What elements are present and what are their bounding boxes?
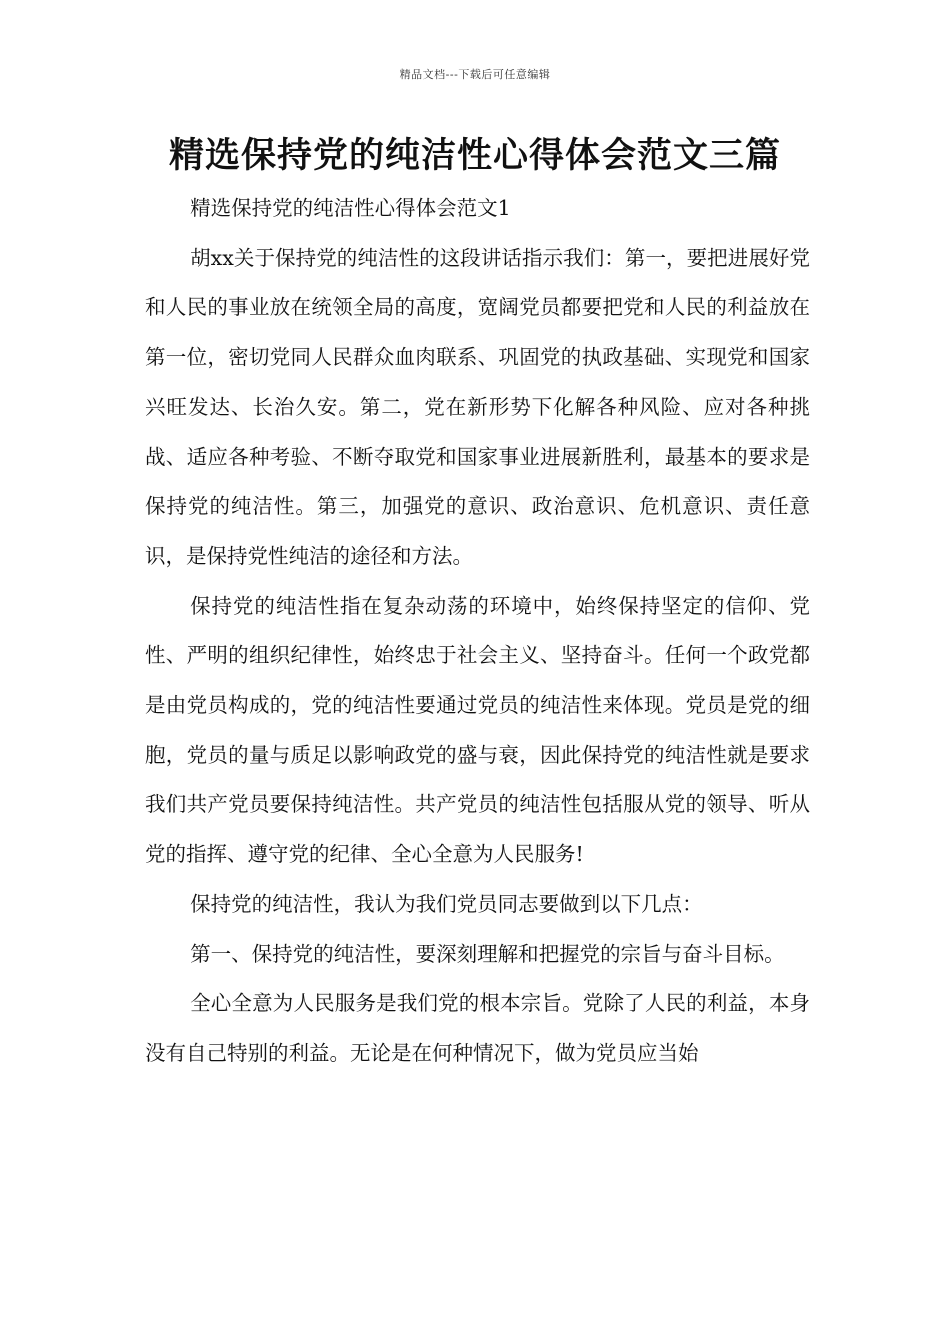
page-title: 精选保持党的纯洁性心得体会范文三篇 [168,136,781,176]
paragraph-1: 胡xx关于保持党的纯洁性的这段讲话指示我们：第一，要把进展好党和人民的事业放在统领全局的高度，宽阔党员都要把党和人民的利益放在第一位，密切党同人民群众血肉联系、巩固党的执政基础、实现党和国家兴旺发达、长治久安。第二，党在新形势下化解各种风险、应对各种挑战、适应各种考验、不断夺取党和国家事业进展新胜利，最基本的要求是保持党的纯洁性。第三，加强党的意识、政治意识、危机意识、责任意识，是保持党性纯洁的途径和方法。 [145,245,810,568]
header-note: 精品文档---下载后可任意编辑 [399,68,551,81]
paragraph-5: 全心全意为人民服务是我们党的根本宗旨。党除了人民的利益，本身没有自己特别的利益。无论是在何种情况下，做为党员应当始 [145,991,810,1065]
paragraph-2: 保持党的纯洁性指在复杂动荡的环境中，始终保持坚定的信仰、党性、严明的组织纪律性，始终忠于社会主义、坚持奋斗。任何一个政党都是由党员构成的，党的纯洁性要通过党员的纯洁性来体现。党员是党的细胞，党员的量与质足以影响政党的盛与衰，因此保持党的纯洁性就是要求我们共产党员要保持纯洁性。共产党员的纯洁性包括服从党的领导、听从党的指挥、遵守党的纪律、全心全意为人民服务! [145,593,810,867]
paragraph-3: 保持党的纯洁性，我认为我们党员同志要做到以下几点： [190,891,703,916]
paragraph-4: 第一、保持党的纯洁性，要深刻理解和把握党的宗旨与奋斗目标。 [190,941,785,966]
document-body [145,184,810,1079]
subtitle-paragraph: 精选保持党的纯洁性心得体会范文1 [190,196,511,220]
